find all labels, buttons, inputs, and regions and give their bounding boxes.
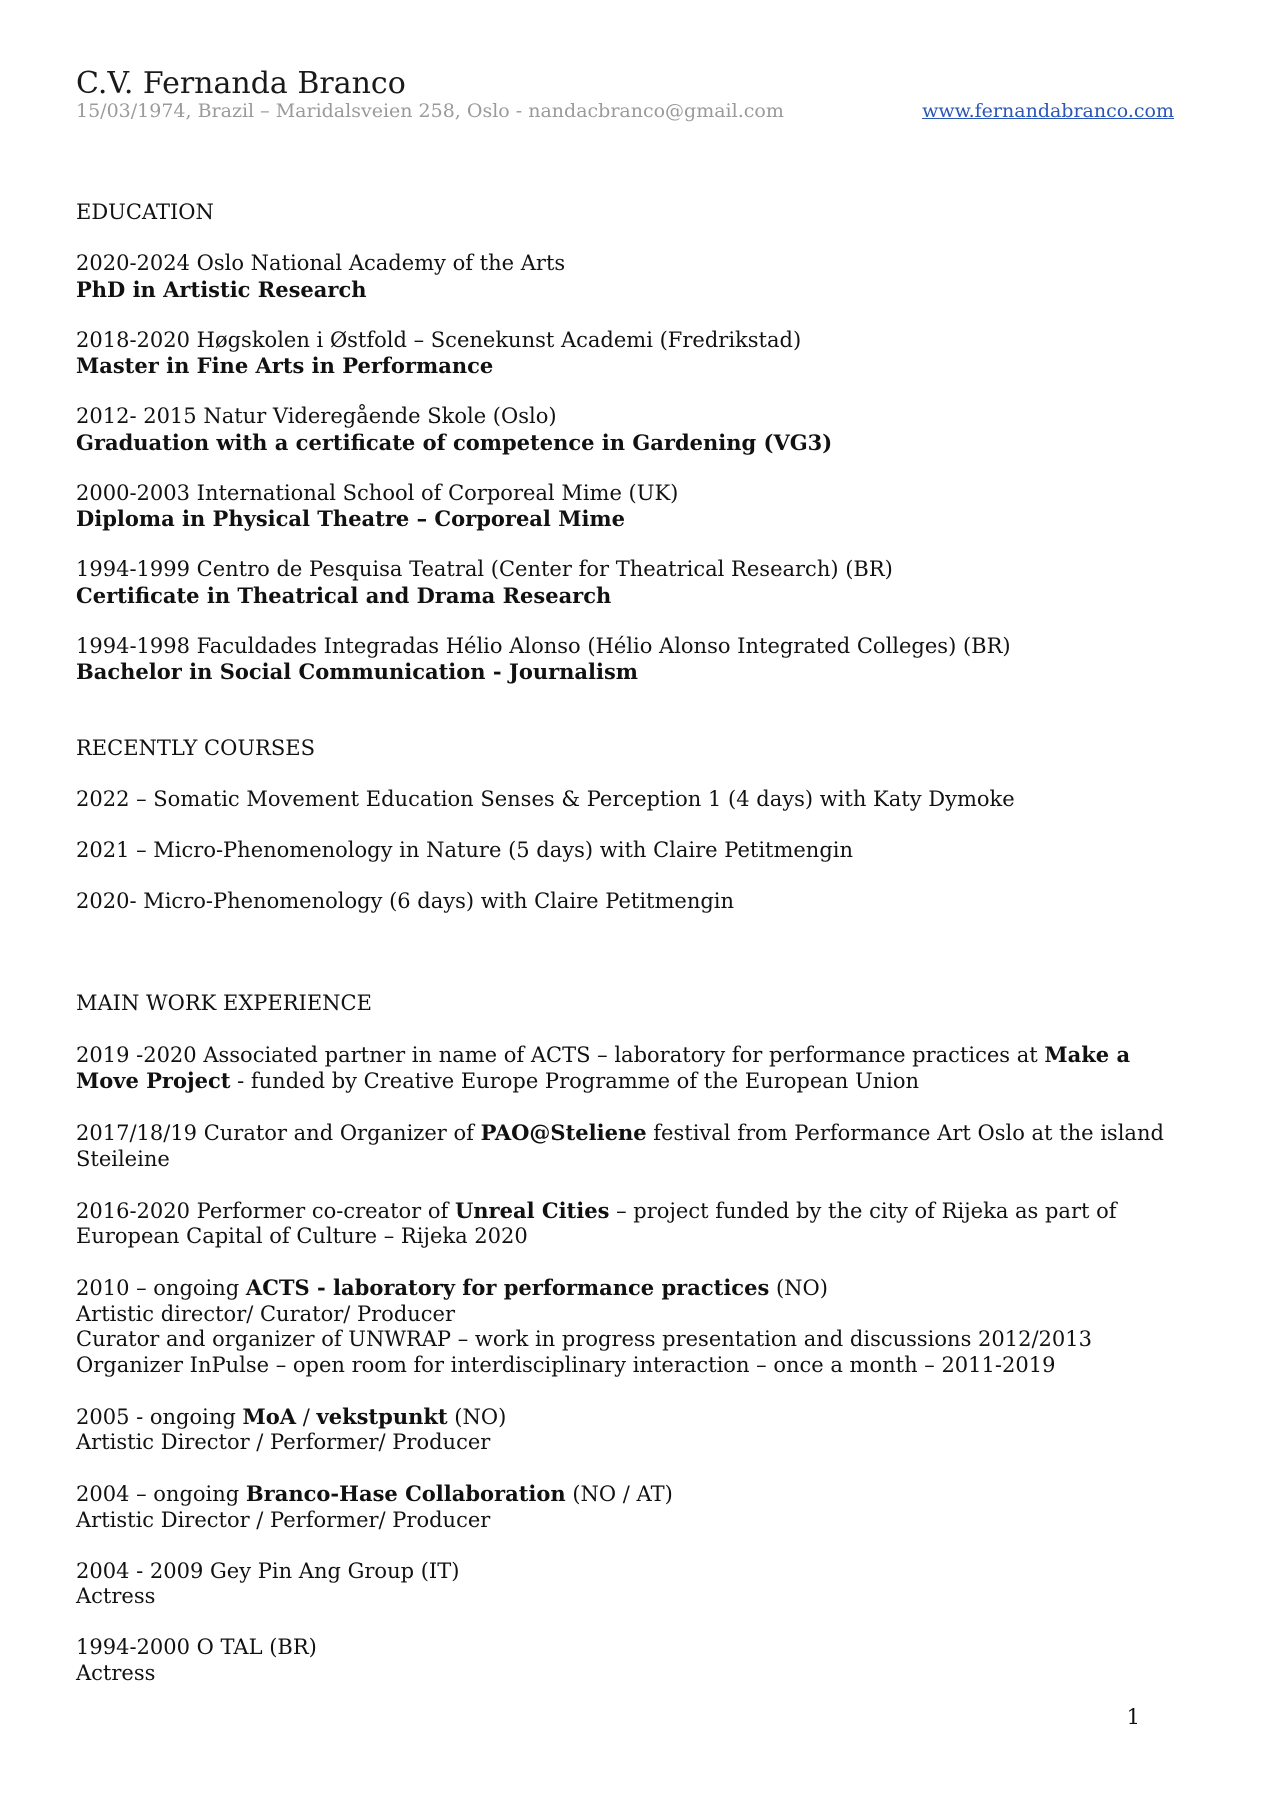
education-institution: 1994-1998 Faculdades Integradas Hélio Alonso (Hélio Alonso Integrated Colleges) (BR): [76, 633, 1011, 658]
work-item-detail: Organizer InPulse – open room for interdisciplinary interaction – once a month – 2011-2019: [76, 1352, 1056, 1377]
work-section: [76, 991, 1174, 1687]
work-item-text: 2010 – ongoing: [76, 1276, 246, 1300]
work-item: [76, 1120, 1174, 1172]
education-institution: 2018-2020 Høgskolen i Østfold – Scenekunst Academi (Fredrikstad): [76, 327, 802, 352]
education-institution: 2000-2003 International School of Corporeal Mime (UK): [76, 480, 679, 505]
work-item-text: /: [296, 1404, 317, 1429]
work-item-text: 2019 -2020 Associated partner in name of ACTS – laboratory for performance practices at: [76, 1042, 1045, 1067]
work-item-text: (NO / AT): [565, 1482, 673, 1506]
education-heading: EDUCATION: [76, 200, 214, 224]
work-item-role: Artistic Director / Performer/ Producer: [76, 1430, 491, 1454]
education-item: [76, 404, 1174, 455]
section-spacer: [76, 710, 1174, 736]
work-item-text: (NO): [769, 1276, 828, 1300]
education-degree: Graduation with a certificate of competence in Gardening (VG3): [76, 429, 833, 455]
cv-page: [76, 0, 1174, 1794]
work-item-highlight: vekstpunkt: [316, 1403, 448, 1429]
work-item: [76, 1481, 1174, 1533]
personal-details: 15/03/1974, Brazil – Maridalsveien 258, Oslo - nandacbranco@gmail.com: [76, 100, 784, 122]
work-item-role: Artistic Director / Performer/ Producer: [76, 1507, 491, 1532]
education-degree: Diploma in Physical Theatre – Corporeal Mime: [76, 506, 626, 531]
website-link[interactable]: www.fernandabranco.com: [922, 100, 1174, 122]
work-item: [76, 1198, 1174, 1250]
work-item-role: Actress: [76, 1584, 156, 1608]
work-item: [76, 1275, 1174, 1378]
work-item-highlight: Branco-Hase Collaboration: [245, 1481, 566, 1506]
work-item-text: (NO): [447, 1404, 507, 1429]
personal-details-line: [76, 99, 1174, 123]
work-item: [76, 1559, 1174, 1610]
education-degree: Bachelor in Social Communication - Journalism: [76, 659, 639, 684]
education-degree: Master in Fine Arts in Performance: [76, 353, 494, 378]
work-item: [76, 1404, 1174, 1456]
work-item-heading: [76, 1481, 1174, 1508]
work-item-text: 2016-2020 Performer co-creator of: [76, 1198, 455, 1223]
education-degree: PhD in Artistic Research: [76, 276, 367, 302]
education-institution: 2020-2024 Oslo National Academy of the Arts: [76, 251, 566, 275]
work-item-text: 2005 - ongoing: [76, 1404, 243, 1429]
work-item-highlight: PAO@Steliene: [480, 1120, 647, 1145]
work-item-detail: Curator and organizer of UNWRAP – work in progress presentation and discussions 2012/2013: [76, 1327, 1092, 1351]
course-item: 2021 – Micro-Phenomenology in Nature (5 days) with Claire Petitmengin: [76, 837, 854, 862]
education-institution: 1994-1999 Centro de Pesquisa Teatral (Center for Theatrical Research) (BR): [76, 557, 893, 581]
work-item: [76, 1635, 1174, 1686]
work-item-highlight: Make a Move Project: [76, 1041, 1131, 1093]
courses-heading: RECENTLY COURSES: [76, 735, 315, 760]
page-number: 1: [1126, 1705, 1140, 1729]
work-item-highlight: ACTS - laboratory for performance practices: [245, 1275, 770, 1300]
education-item: [76, 557, 1174, 608]
education-degree: Certificate in Theatrical and Drama Research: [76, 582, 612, 608]
education-institution: 2012- 2015 Natur Videregående Skole (Oslo): [76, 404, 557, 428]
course-item: 2022 – Somatic Movement Education Senses & Perception 1 (4 days) with Katy Dymoke: [76, 786, 1015, 811]
education-item: [76, 251, 1174, 302]
work-item-highlight: MoA: [242, 1403, 297, 1429]
cv-content: [76, 200, 1174, 1712]
education-section: [76, 200, 1174, 685]
work-item-text: 2004 – ongoing: [76, 1482, 246, 1506]
work-item-text: - funded by Creative Europe Programme of the European Union: [230, 1069, 920, 1093]
education-item: [76, 634, 1174, 685]
work-item-heading: 2004 - 2009 Gey Pin Ang Group (IT): [76, 1558, 460, 1583]
work-item-role: Actress: [76, 1660, 156, 1685]
work-item-heading: [76, 1275, 1174, 1302]
work-item-highlight: Unreal Cities: [454, 1197, 610, 1223]
education-item: [76, 481, 1174, 532]
work-item: [76, 1042, 1174, 1095]
work-item-text: festival from Performance Art Oslo at the island Steileine: [76, 1121, 1164, 1171]
section-spacer: [76, 940, 1174, 991]
work-item-heading: 1994-2000 O TAL (BR): [76, 1635, 317, 1659]
education-item: [76, 328, 1174, 379]
work-item-heading: [76, 1404, 1174, 1431]
work-heading: MAIN WORK EXPERIENCE: [76, 990, 372, 1015]
cv-title: C.V. Fernanda Branco: [76, 66, 406, 101]
work-item-role: Artistic director/ Curator/ Producer: [76, 1301, 456, 1326]
courses-section: [76, 736, 1174, 915]
work-item-text: – project funded by the city of Rijeka as part of European Capital of Culture – Rijeka 2020: [76, 1198, 1117, 1248]
work-item-text: 2017/18/19 Curator and Organizer of: [76, 1121, 481, 1145]
course-item: 2020- Micro-Phenomenology (6 days) with Claire Petitmengin: [76, 888, 735, 913]
